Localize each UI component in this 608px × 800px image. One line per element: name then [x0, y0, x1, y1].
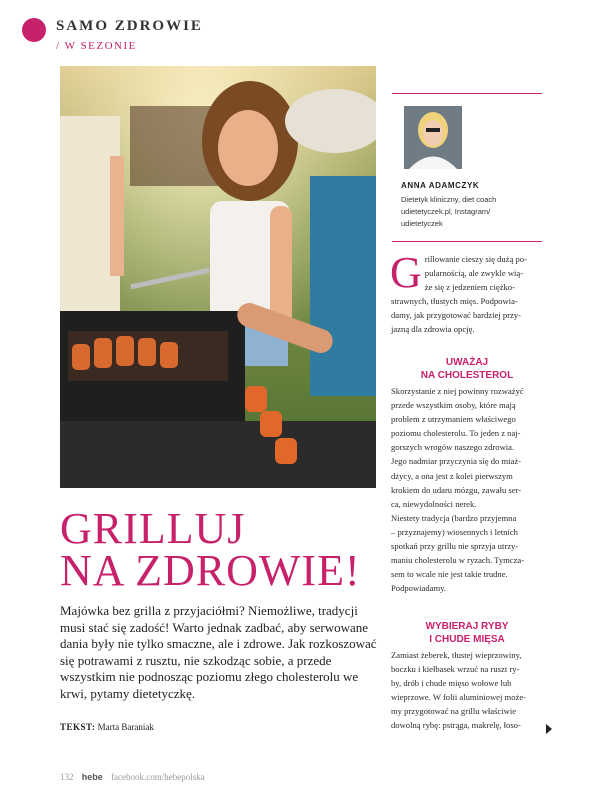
body-line: krokiem do udaru mózgu, zawału ser-: [391, 484, 522, 495]
body-line: spotkań przy grillu nie sprzyja utrzy-: [391, 541, 519, 552]
top-divider: [392, 93, 542, 94]
continue-arrow-icon: [546, 724, 552, 734]
author-info-line: Dietetyk kliniczny, diet coach: [401, 195, 497, 204]
footer-url: facebook.com/hebepolska: [111, 772, 205, 782]
body-line: że się z jedzeniem ciężko-: [424, 282, 515, 293]
body-line: boczku i kiełbasek wrzuć na ruszt ry-: [391, 664, 520, 675]
heading-line: NA CHOLESTEROL: [420, 370, 514, 381]
body-line: sem to wcale nie jest takie trudne.: [391, 569, 508, 580]
subsection-title: / W SEZONIE: [56, 40, 137, 52]
body-line: Jego nadmiar przyczynia się do miaż-: [391, 456, 522, 467]
section-heading-cholesterol: [391, 356, 543, 382]
author-divider: [392, 241, 542, 242]
article-intro: [390, 248, 543, 337]
article-title: [60, 504, 390, 595]
body-line: Podpowiadamy.: [391, 583, 447, 594]
section-body-fish: [391, 648, 543, 733]
body-line: by, drób i chude mięso wołowe lub: [391, 678, 512, 689]
credit-name: Marta Baraniak: [97, 722, 154, 732]
author-name: ANNA ADAMCZYK: [401, 181, 480, 190]
credit-label: TEKST:: [60, 722, 96, 732]
section-title: SAMO ZDROWIE: [56, 18, 203, 34]
body-line: Zamiast żeberek, tłustej wieprzowiny,: [391, 650, 522, 660]
body-line: przede wszystkim osoby, które mają: [391, 400, 516, 411]
body-line: wieprzowe. W folii aluminiowej może-: [391, 692, 526, 703]
author-photo: [404, 106, 462, 169]
body-line: Niestety tradycja (bardzo przyjemna: [391, 512, 517, 523]
body-line: dżycy, a ona jest z kolei pierwszym: [391, 470, 513, 481]
body-line: damy, jak przygotować bardziej przy-: [391, 310, 521, 321]
body-line: jazną dla zdrowia opcję.: [391, 324, 475, 335]
body-line: dowolną rybę: pstrąga, makrelę, łoso-: [391, 720, 521, 731]
title-line-2: NA ZDROWIE!: [60, 546, 361, 595]
body-line: strawnych, tłustych mięs. Podpowia-: [391, 296, 518, 307]
section-heading-fish: [391, 620, 543, 646]
body-line: ca, niewydolności nerek.: [391, 498, 477, 509]
body-line: pularnością, ale zwykle wią-: [424, 268, 524, 279]
author-info-line: udietetyczek: [401, 219, 443, 228]
heading-line: UWAŻAJ: [445, 357, 489, 368]
body-line: rillowanie cieszy się dużą po-: [424, 254, 527, 264]
magenta-dot-icon: [22, 18, 46, 42]
page-number: 132: [60, 772, 74, 782]
article-credit: [60, 722, 154, 732]
brand-logo: hebe: [81, 772, 103, 782]
heading-line: WYBIERAJ RYBY: [425, 621, 509, 632]
page-footer: [60, 772, 205, 782]
drop-cap: G: [390, 248, 422, 297]
title-line-1: GRILLUJ: [60, 504, 246, 553]
section-body-cholesterol: [391, 384, 543, 595]
grill-party-photo: [60, 66, 376, 488]
body-line: Skorzystanie z niej powinny rozważyć: [391, 386, 524, 396]
body-line: gorszych wrogów naszego zdrowia.: [391, 442, 515, 453]
body-line: maniu cholesterolu w ryzach. Tymcza-: [391, 555, 525, 566]
body-line: problem z utrzymaniem właściwego: [391, 414, 516, 425]
article-lead: Majówka bez grilla z przyjaciółmi? Niemożliwe, tradycji musi stać się zadość! Warto jednak zadbać, aby serwowane dania były nie tylko smaczne, ale i zdrowe. Jak rozkoszować się potrawami z rusztu, nie szkodząc sobie, a przede wszystkim nie podnosząc poziomu złego cholesterolu we krwi, pytamy dietetyczkę.: [60, 603, 377, 701]
author-info: [401, 194, 541, 230]
heading-line: I CHUDE MIĘSA: [429, 634, 505, 645]
body-line: my przygotować na grillu właściwie: [391, 706, 517, 717]
author-info-line: udietetyczek.pl, Instagram/: [401, 207, 491, 216]
body-line: – przyznajemy) wiosennych i letnich: [391, 526, 518, 537]
body-line: poziomu cholesterolu. To jeden z naj-: [391, 428, 521, 439]
